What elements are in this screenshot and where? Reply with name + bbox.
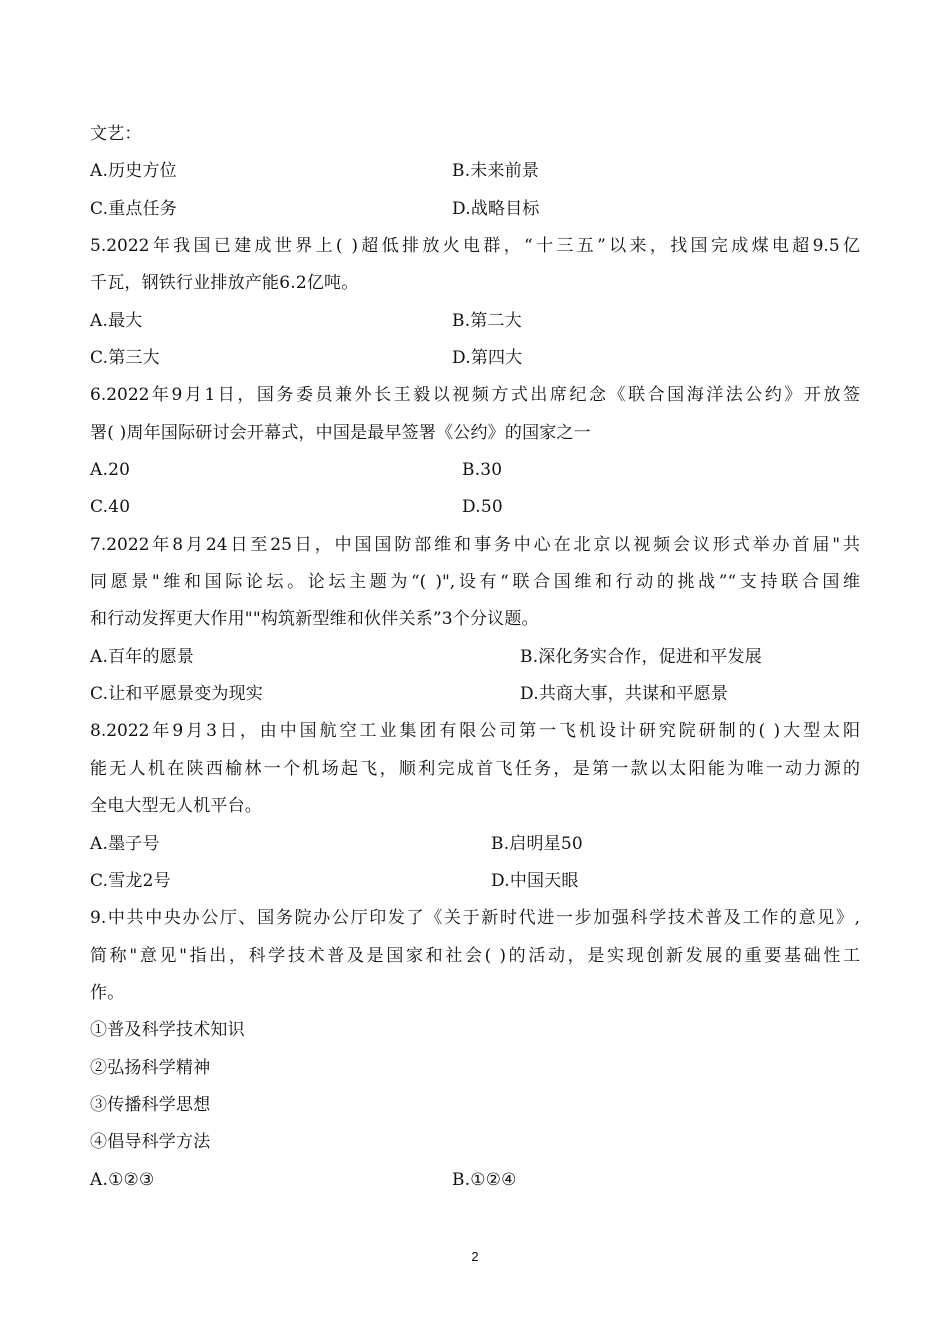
q5-text-line-2: 千瓦，钢铁行业排放产能6.2亿吨。 xyxy=(90,273,359,293)
q6-option-c: C.40 xyxy=(90,497,131,517)
q5-option-c: C.第三大 xyxy=(90,348,160,368)
q9-item-3: ③传播科学思想 xyxy=(90,1095,211,1115)
q8-option-d: D.中国天眼 xyxy=(491,871,579,891)
q9-text-line-1: 9.中共中央办公厅、国务院办公厅印发了《关于新时代进一步加强科学技术普及工作的意见》, xyxy=(90,908,860,928)
q9-item-1: ①普及科学技术知识 xyxy=(90,1020,245,1040)
q7-option-d: D.共商大事，共谋和平愿景 xyxy=(520,684,729,704)
page-number: 2 xyxy=(471,1249,479,1264)
q7-text-line-1: 7.2022年8月24日至25日，中国国防部维和事务中心在北京以视频会议形式举办首届"共 xyxy=(90,535,860,555)
q9-option-b: B.①②④ xyxy=(452,1170,517,1190)
q8-option-c: C.雪龙2号 xyxy=(90,871,171,891)
q5-option-d: D.第四大 xyxy=(452,348,523,368)
q6-option-b: B.30 xyxy=(462,460,503,480)
q6-option-a: A.20 xyxy=(90,460,131,480)
q4-option-d: D.战略目标 xyxy=(452,199,540,219)
q9-item-2: ②弘扬科学精神 xyxy=(90,1058,211,1078)
q8-text-line-3: 全电大型无人机平台。 xyxy=(90,796,262,816)
q7-text-line-3: 和行动发挥更大作用""构筑新型维和伙伴关系”3个分议题。 xyxy=(90,609,539,629)
q7-option-c: C.让和平愿景变为现实 xyxy=(90,684,264,704)
q4-option-c: C.重点任务 xyxy=(90,199,178,219)
intro-line: 文艺： xyxy=(90,124,142,144)
q9-option-a: A.①②③ xyxy=(90,1170,155,1190)
q7-option-a: A.百年的愿景 xyxy=(90,647,195,667)
q6-text-line-2: 署( )周年国际研讨会开幕式，中国是最早签署《公约》的国家之一 xyxy=(90,423,591,443)
q8-option-b: B.启明星50 xyxy=(491,834,583,854)
q9-text-line-3: 作。 xyxy=(90,983,125,1003)
q8-text-line-2: 能无人机在陕西榆林一个机场起飞，顺利完成首飞任务，是第一款以太阳能为唯一动力源的 xyxy=(90,759,860,779)
q5-option-a: A.最大 xyxy=(90,311,143,331)
q8-option-a: A.墨子号 xyxy=(90,834,160,854)
q4-option-a: A.历史方位 xyxy=(90,161,177,181)
q6-text-line-1: 6.2022年9月1日，国务委员兼外长王毅以视频方式出席纪念《联合国海洋法公约》开放签 xyxy=(90,385,860,405)
q8-text-line-1: 8.2022年9月3日，由中国航空工业集团有限公司第一飞机设计研究院研制的( )大型太阳 xyxy=(90,721,860,741)
q5-text-line-1: 5.2022年我国已建成世界上( )超低排放火电群，“十三五”以来，找国完成煤电超9.5亿 xyxy=(90,236,860,256)
q7-text-line-2: 同愿景"维和国际论坛。论坛主题为“( )",设有“联合国维和行动的挑战”“支持联合国维 xyxy=(90,572,860,592)
q9-text-line-2: 简称"意见"指出，科学技术普及是国家和社会( )的活动，是实现创新发展的重要基础性工 xyxy=(90,946,860,966)
q4-option-b: B.未来前景 xyxy=(452,161,540,181)
q9-item-4: ④倡导科学方法 xyxy=(90,1132,211,1152)
q7-option-b: B.深化务实合作，促进和平发展 xyxy=(520,647,762,667)
q6-option-d: D.50 xyxy=(462,497,503,517)
q5-option-b: B.第二大 xyxy=(452,311,522,331)
